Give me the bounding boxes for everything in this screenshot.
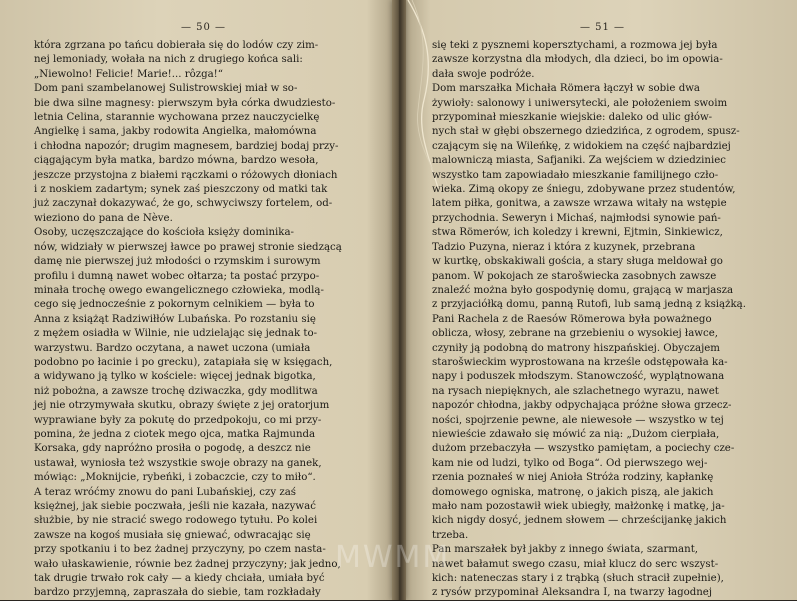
- text-line: wyprawiane były za pokutę do przedpokoju, co mi przy-: [34, 414, 322, 426]
- text-line: z rysów przypominał Aleksandra I, na twarzy łagodnej: [432, 587, 712, 599]
- text-line: i z noskiem zadartym; synek zaś pieszczony od matki tak: [34, 184, 328, 196]
- text-line: trzeba.: [432, 529, 469, 541]
- text-line: służbie, by nie stracić swego rodowego tytułu. Po kolei: [34, 515, 318, 527]
- text-line: cego się jednocześnie z pokornym celnikiem — była to: [34, 299, 315, 311]
- text-line: dała swoje podróże.: [432, 68, 535, 80]
- text-line: żywioły: salonowy i uniwersytecki, ale położeniem swoim: [432, 97, 728, 109]
- text-line: podobno po łacinie i po grecku), zatapiała się w księgach,: [34, 356, 333, 368]
- text-line: z przyjaciółką domu, panną Rutofi, lub samą jedną z książką.: [432, 299, 746, 311]
- text-line: warzystwu. Bardzo oczytana, a nawet uczona (umiała: [34, 342, 311, 354]
- text-line: wieka. Zimą okopy ze śniegu, zdobywane przez studentów,: [432, 184, 736, 196]
- text-line: wszystko tam zapowiadało mieszkanie familijnego czło-: [432, 169, 719, 181]
- text-line: przychodnia. Seweryn i Michaś, najmłodsi synowie pań-: [432, 212, 721, 224]
- text-line: w kurtkę, obskakiwali gościa, a stary sługa meldował go: [432, 256, 723, 268]
- page-number-left: — 50 —: [180, 22, 227, 33]
- text-line: Angielkę i sama, jakby rodowita Angielka, małomówna: [34, 126, 317, 138]
- text-line: „Niewolno! Felicie! Marie!... rôzga!“: [34, 68, 223, 80]
- text-line: bie dwa silne magnesy: pierwszym była córka dwudziesto-: [34, 97, 336, 109]
- text-line: księżnej, jak siebie poczwała, jeśli nie kazała, nazywać: [34, 501, 316, 512]
- text-line: znaleźć można było gospodynię domu, grającą w marjasza: [432, 284, 734, 296]
- text-line: damę nie pierwszej już młodości o rzymskim i surowym: [34, 256, 321, 268]
- text-line: czyniły ją podobną do matrony hiszpańskiej. Obyczajem: [432, 342, 720, 354]
- left-page-text: [34, 39, 373, 601]
- text-line: wieziono do pana de Nève.: [34, 212, 173, 224]
- text-line: czającym się na Wileńkę, z widokiem na część najbardziej: [432, 140, 731, 152]
- text-line: panom. W pokojach ze starošwiecka zasobnych zawsze: [432, 270, 717, 282]
- text-line: jeszcze przystojna z białemi rączkami o różowych dłoniach: [34, 169, 338, 181]
- text-line: z mężem osiadła w Wilnie, nie udzielając się jednak to-: [34, 328, 318, 340]
- text-line: A teraz wróćmy znowu do pani Lubańskiej, czy zaś: [34, 486, 297, 498]
- text-line: Dom marszałka Michała Römera łączył w sobie dwa: [432, 83, 701, 95]
- text-line: letnia Celina, starannie wychowana przez nauczycielkę: [34, 112, 320, 124]
- text-line: Osoby, uczęszczające do kościoła księży dominika-: [34, 227, 294, 239]
- text-line: Pan marszałek był jakby z innego świata, szarmant,: [432, 544, 699, 556]
- text-line: napozór chłodna, jakby odpychająca próżne słowa grzecz-: [432, 400, 732, 412]
- text-line: mało nam pozostawił wiek ubiegły, małżonkę i matkę, ja-: [432, 501, 725, 512]
- text-line: Tadzio Puzyna, nieraz i która z kuzynek, przebrana: [432, 241, 696, 253]
- text-line: już zaczynał dokazywać, że go, schwyciwszy fortelem, od-: [34, 198, 333, 210]
- text-line: Pani Rachela z de Raesów Römerowa była poważnego: [432, 313, 712, 325]
- text-line: się teki z pysznemi kopersztychami, a rozmowa jej była: [432, 40, 718, 51]
- text-line: nów, widziały w pierwszej ławce po prawej stronie siedzącą: [34, 241, 342, 253]
- text-line: domowego ogniska, matronę, o jakich piszą, ale jakich: [432, 486, 714, 498]
- text-line: przypominał mieszkanie wiejskie: daleko od ulic głów-: [432, 112, 713, 124]
- watermark: MWMM: [335, 540, 451, 575]
- text-line: zawsze korzystna dla młodych, dla dzieci, bo im opowia-: [432, 54, 723, 66]
- text-line: minała trochę owego ewangelicznego człowieka, modlą-: [34, 284, 324, 296]
- text-line: nych stał w głębi obszernego dziedzińca, z ogrodem, spusz-: [432, 126, 740, 138]
- text-line: na rysach niepięknych, ale szlachetnego wyrazu, nawet: [432, 385, 719, 397]
- text-line: która zgrzana po tańcu dobierała się do lodów czy zim-: [34, 40, 319, 51]
- text-line: jej nie otrzymywała skutku, obrazy święte z jej oratorjum: [34, 400, 330, 412]
- text-line: Anna z książąt Radziwiłłów Lubańska. Po rozstaniu się: [34, 313, 316, 325]
- text-line: a widywano ją tylko w kościele: więcej jednak bigotka,: [34, 371, 316, 383]
- text-line: profilu i dumną nawet wobec ołtarza; ta postać przypo-: [34, 270, 320, 282]
- text-line: Korsaka, gdy napróżno prosiła o pogodę, a deszcz nie: [34, 443, 311, 455]
- text-line: nawet bałamut swego czasu, miał klucz do serc wszyst-: [432, 558, 719, 570]
- text-line: kich: nateneczas stary i z trąbką (słuch stracił zupełnie),: [432, 573, 724, 585]
- right-page: [404, 0, 797, 600]
- text-line: napy i poduszek młodszym. Stanowczość, wyplątnowana: [432, 371, 725, 383]
- text-line: tak drugie trwało rok cały — a kiedy chciała, umiała być: [34, 573, 325, 585]
- text-line: kam nie od ludzi, tylko od Boga“. Od pierwszego wej-: [432, 457, 708, 469]
- text-line: niż pobożna, a zawsze trochę dziwaczka, gdy modlitwa: [34, 385, 318, 397]
- text-line: starošwieckim wyprostowana na krześle odstępowała ka-: [432, 356, 728, 368]
- right-page-text: [432, 39, 773, 601]
- text-line: wało ułaskawienie, równie bez żadnej przyczyny; jak jedno,: [34, 558, 341, 570]
- text-line: stwa Römerów, ich koledzy i krewni, Ejtmin, Sinkiewicz,: [432, 227, 723, 239]
- text-line: ciągającym była matka, bardzo mówna, bardzo wesoła,: [34, 155, 319, 167]
- left-page: [0, 0, 395, 600]
- text-line: i chłodna napozór; drugim magnesem, bardziej bodaj przy-: [34, 140, 339, 152]
- text-line: Dom pani szambelanowej Sulistrowskiej miał w so-: [34, 83, 298, 95]
- text-line: ustawał, wyniosła też wszystkie swoje obrazy na ganek,: [34, 457, 322, 469]
- text-line: oblicza, włosy, zebrane na grzebieniu o wysokiej ławce,: [432, 328, 718, 340]
- text-line: latem piłka, gonitwa, a zawsze wrzawa witały na wstępie: [432, 198, 727, 210]
- text-line: rzenia poznałeś w niej Anioła Stróża rodziny, kapłankę: [432, 472, 714, 484]
- text-line: ności, spojrzenie pewne, ale niewesołe — wszystko w tej: [432, 414, 724, 426]
- text-line: nej lemoniady, wołała na nich z drugiego końca sali:: [34, 54, 303, 66]
- page-number-right: — 51 —: [579, 22, 626, 33]
- text-line: mówiąc: „Moknijcie, rybeńki, i zobaczcie, czy to miło“.: [34, 472, 316, 484]
- text-line: zawsze na kogoś musiała się gniewać, odwracając się: [34, 529, 311, 541]
- text-line: przy spotkaniu i to bez żadnej przyczyny, po czem nasta-: [34, 544, 326, 556]
- text-line: kich nigdy dosyć, jednem słowem — chrześcijankę jakich: [432, 515, 727, 527]
- text-line: bardzo przyjemną, zapraszała do siebie, tam rozkładały: [34, 587, 321, 599]
- text-line: niewieście zdawało się mówić za nią: „Dużom cierpiała,: [432, 428, 720, 440]
- text-line: pomina, że jedna z ciotek mego ojca, matka Rajmunda: [34, 428, 316, 440]
- text-line: malowniczą miasta, Safjaniki. Za wejściem w dziedziniec: [432, 155, 726, 167]
- text-line: dużom przebaczyła — wszystko pamiętam, a pociechy cze-: [432, 443, 735, 455]
